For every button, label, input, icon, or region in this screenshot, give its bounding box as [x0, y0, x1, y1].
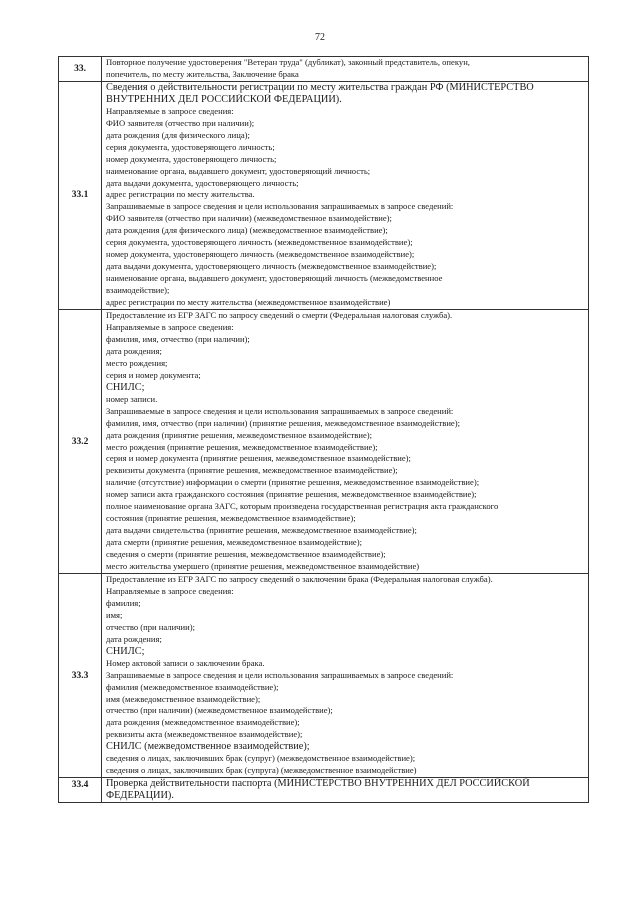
text-line: Направляемые в запросе сведения:: [106, 321, 234, 332]
text-line: фамилия (межведомственное взаимодействие);: [106, 681, 279, 692]
text-line: имя;: [106, 609, 123, 620]
text-line: имя (межведомственное взаимодействие);: [106, 693, 261, 704]
text-line: фамилия, имя, отчество (при наличии) (принятие решения, межведомственное взаимодействие);: [106, 417, 461, 428]
text-line: серия и номер документа (принятие решения, межведомственное взаимодействие);: [106, 453, 411, 464]
text-line: номер записи акта гражданского состояния (принятие решения, межведомственное взаимодействие);: [106, 489, 477, 500]
text-line: Запрашиваемые в запросе сведения и цели использования запрашиваемых в запросе сведений:: [106, 201, 454, 212]
text-line: полное наименование органа ЗАГС, которым произведена государственная регистрация акта гражданского: [106, 501, 499, 512]
text-line: дата рождения (принятие решения, межведомственное взаимодействие);: [106, 429, 373, 440]
text-line: дата выдачи документа, удостоверяющего личность;: [106, 177, 299, 188]
row-content-cell: [102, 310, 589, 574]
text-line: фамилия;: [106, 597, 141, 608]
text-line: номер документа, удостоверяющего личность;: [106, 153, 277, 164]
text-line: фамилия, имя, отчество (при наличии);: [106, 333, 250, 344]
text-line: СНИЛС;: [106, 381, 145, 393]
text-line: сведения о смерти (принятие решения, межведомственное взаимодействие);: [106, 549, 386, 560]
text-line: Направляемые в запросе сведения:: [106, 585, 234, 596]
text-line: Запрашиваемые в запросе сведения и цели использования запрашиваемых в запросе сведений:: [106, 405, 454, 416]
text-line: Проверка действительности паспорта (МИНИСТЕРСТВО ВНУТРЕННИХ ДЕЛ РОССИЙСКОЙ: [106, 778, 530, 790]
text-line: СНИЛС;: [106, 645, 145, 657]
row-content-cell: [102, 778, 589, 803]
text-line: реквизиты акта (межведомственное взаимодействие);: [106, 729, 303, 740]
row-number-cell: 33.2: [59, 310, 102, 574]
text-line: дата выдачи свидетельства (принятие решения, межведомственное взаимодействие);: [106, 525, 417, 536]
row-number-cell: 33.4: [59, 778, 102, 803]
row-number-cell: 33.: [59, 57, 102, 82]
text-line: наличие (отсутствие) информации о смерти (принятие решения, межведомственное взаимодействие);: [106, 477, 480, 488]
row-content-cell: [102, 81, 589, 309]
text-line: СНИЛС (межведомственное взаимодействие);: [106, 741, 310, 753]
text-line: отчество (при наличии) (межведомственное взаимодействие);: [106, 705, 333, 716]
text-line: адрес регистрации по месту жительства (межведомственное взаимодействие): [106, 297, 391, 308]
row-content-cell: [102, 57, 589, 82]
text-line: Номер актовой записи о заключении брака.: [106, 657, 265, 668]
table-row: [59, 57, 589, 82]
text-line: серия и номер документа;: [106, 369, 201, 380]
text-line: дата рождения (для физического лица);: [106, 129, 250, 140]
text-line: дата рождения (межведомственное взаимодействие);: [106, 717, 300, 728]
text-line: серия документа, удостоверяющего личность (межведомственное взаимодействие);: [106, 237, 413, 248]
text-line: дата рождения;: [106, 633, 162, 644]
text-line: дата рождения;: [106, 345, 162, 356]
text-line: место жительства умершего (принятие решения, межведомственное взаимодействие): [106, 561, 420, 572]
text-line: Сведения о действительности регистрации по месту жительства граждан РФ (МИНИСТЕРСТВО: [106, 81, 534, 93]
text-line: Повторное получение удостоверения "Ветеран труда" (дубликат), законный представитель, опекун,: [106, 57, 470, 67]
row-number-cell: 33.3: [59, 573, 102, 777]
text-line: место рождения;: [106, 357, 168, 368]
text-line: адрес регистрации по месту жительства.: [106, 189, 255, 200]
row-content-cell: [102, 573, 589, 777]
text-line: сведения о лицах, заключивших брак (супруг) (межведомственное взаимодействие);: [106, 753, 416, 764]
row-number-cell: 33.1: [59, 81, 102, 309]
text-line: взаимодействие);: [106, 285, 170, 296]
text-line: реквизиты документа (принятие решения, межведомственное взаимодействие);: [106, 465, 398, 476]
table-row: [59, 778, 589, 803]
text-line: ВНУТРЕННИХ ДЕЛ РОССИЙСКОЙ ФЕДЕРАЦИИ).: [106, 93, 342, 105]
text-line: Предоставление из ЕГР ЗАГС по запросу сведений о заключении брака (Федеральная налоговая служба).: [106, 573, 493, 584]
text-line: наименование органа, выдавшего документ, удостоверяющий личность;: [106, 165, 371, 176]
text-line: дата рождения (для физического лица) (межведомственное взаимодействие);: [106, 225, 388, 236]
text-line: Предоставление из ЕГР ЗАГС по запросу сведений о смерти (Федеральная налоговая служба).: [106, 310, 453, 321]
text-line: состояния (принятие решения, межведомственное взаимодействие);: [106, 513, 356, 524]
text-line: сведения о лицах, заключивших брак (супруга) (межведомственное взаимодействие): [106, 765, 417, 776]
text-line: Направляемые в запросе сведения:: [106, 105, 234, 116]
text-line: ФИО заявителя (отчество при наличии) (межведомственное взаимодействие);: [106, 213, 392, 224]
table-row: [59, 310, 589, 574]
text-line: номер записи.: [106, 393, 158, 404]
services-table: [58, 56, 589, 803]
text-line: серия документа, удостоверяющего личность;: [106, 141, 275, 152]
text-line: попечитель, по месту жительства, Заключение брака: [106, 68, 299, 79]
text-line: дата выдачи документа, удостоверяющего личность (межведомственное взаимодействие);: [106, 261, 437, 272]
table-row: [59, 573, 589, 777]
text-line: отчество (при наличии);: [106, 621, 195, 632]
table-row: [59, 81, 589, 309]
text-line: номер документа, удостоверяющего личность (межведомственное взаимодействие);: [106, 249, 415, 260]
text-line: Запрашиваемые в запросе сведения и цели использования запрашиваемых в запросе сведений:: [106, 669, 454, 680]
text-line: наименование органа, выдавшего документ, удостоверяющий личность (межведомственное: [106, 273, 443, 284]
text-line: дата смерти (принятие решения, межведомственное взаимодействие);: [106, 537, 362, 548]
page-number: 72: [315, 32, 325, 43]
text-line: ФЕДЕРАЦИИ).: [106, 790, 174, 802]
text-line: ФИО заявителя (отчество при наличии);: [106, 117, 255, 128]
text-line: место рождения (принятие решения, межведомственное взаимодействие);: [106, 441, 378, 452]
